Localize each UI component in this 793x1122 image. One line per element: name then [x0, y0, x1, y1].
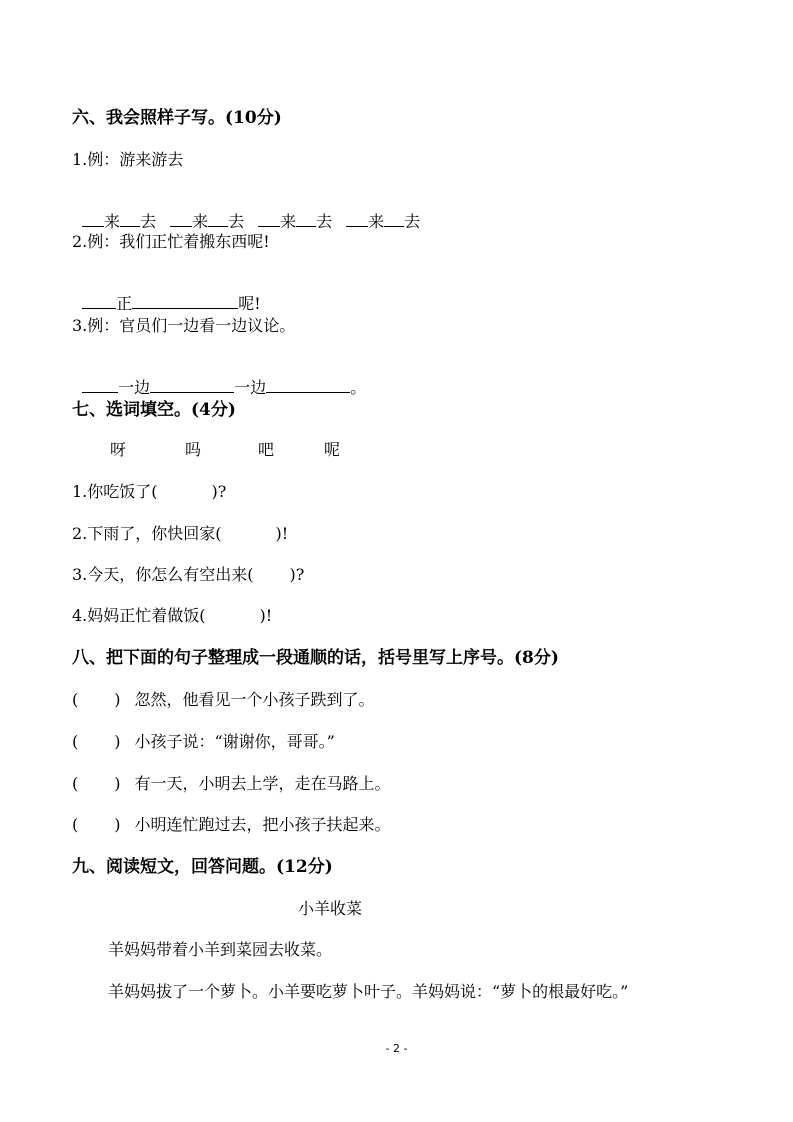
blank[interactable] — [82, 294, 116, 309]
pattern-char: 来 — [104, 212, 121, 231]
item-text: 1.你吃饭了( — [72, 482, 158, 501]
blank[interactable] — [346, 212, 368, 227]
section8-item-2 — [72, 732, 335, 752]
section8-item-4 — [72, 815, 391, 835]
item-text: )? — [211, 482, 227, 501]
section6-q2-blanks — [72, 274, 261, 314]
passage-paragraph-1: 羊妈妈带着小羊到菜园去收菜。 — [108, 940, 333, 959]
blank[interactable] — [258, 212, 280, 227]
blank[interactable] — [82, 212, 104, 227]
pattern-char: 来 — [280, 212, 297, 231]
section8-item-1 — [72, 690, 375, 710]
pattern-char: 来 — [192, 212, 209, 231]
passage-title: 小羊收菜 — [298, 899, 363, 918]
section6-q1-blanks — [72, 192, 420, 232]
close-paren: ) — [114, 774, 121, 793]
section7-item-2 — [72, 524, 288, 544]
item-text: 4.妈妈正忙着做饭( — [72, 606, 206, 625]
word-option: 呀 — [110, 440, 127, 459]
item-text: )! — [275, 524, 289, 543]
section7-item-4 — [72, 606, 272, 626]
open-paren: ( — [72, 774, 79, 793]
blank[interactable] — [208, 212, 228, 227]
section8-heading: 八、把下面的句子整理成一段通顺的话，括号里写上序号。(8分) — [72, 648, 559, 668]
pattern-char: 去 — [316, 212, 333, 231]
blank[interactable] — [384, 212, 404, 227]
item-text: )! — [259, 606, 273, 625]
pattern-char: 来 — [368, 212, 385, 231]
section6-q1-example: 1.例：游来游去 — [72, 150, 184, 169]
blank[interactable] — [82, 378, 118, 393]
pattern-char: 一边 — [234, 378, 267, 397]
section7-item-1 — [72, 482, 226, 502]
page-number: - 2 - — [385, 1042, 408, 1055]
sentence-text: 有一天，小明去上学，走在马路上。 — [134, 774, 391, 793]
passage-paragraph-2: 羊妈妈拔了一个萝卜。小羊要吃萝卜叶子。羊妈妈说：“萝卜的根最好吃。” — [108, 982, 629, 1001]
open-paren: ( — [72, 732, 79, 751]
pattern-char: 去 — [404, 212, 421, 231]
open-paren: ( — [72, 815, 79, 834]
sentence-text: 小明连忙跑过去，把小孩子扶起来。 — [134, 815, 391, 834]
close-paren: ) — [114, 732, 121, 751]
item-text: )? — [289, 565, 305, 584]
word-option: 呢 — [324, 440, 341, 459]
section6-q3-example: 3.例：官员们一边看一边议论。 — [72, 316, 296, 335]
section6-heading: 六、我会照样子写。(10分) — [72, 108, 282, 128]
item-text: 3.今天，你怎么有空出来( — [72, 565, 254, 584]
section9-heading: 九、阅读短文，回答问题。(12分) — [72, 857, 333, 877]
section7-heading: 七、选词填空。(4分) — [72, 400, 236, 420]
word-option: 吗 — [185, 440, 202, 459]
blank[interactable] — [296, 212, 316, 227]
section6-q2-example: 2.例：我们正忙着搬东西呢! — [72, 232, 270, 251]
sentence-text: 小孩子说：“谢谢你，哥哥。” — [134, 732, 335, 751]
blank[interactable] — [170, 212, 192, 227]
pattern-char: 一边 — [118, 378, 151, 397]
close-paren: ) — [114, 815, 121, 834]
blank[interactable] — [132, 294, 238, 309]
open-paren: ( — [72, 690, 79, 709]
section6-q3-blanks — [72, 358, 366, 398]
pattern-char: 呢! — [238, 294, 261, 313]
close-paren: ) — [114, 690, 121, 709]
word-option: 吧 — [258, 440, 275, 459]
sentence-text: 忽然，他看见一个小孩子跌到了。 — [134, 690, 375, 709]
pattern-char: 去 — [140, 212, 157, 231]
blank[interactable] — [120, 212, 140, 227]
section7-item-3 — [72, 565, 304, 585]
pattern-char: 。 — [350, 378, 367, 397]
blank[interactable] — [150, 378, 234, 393]
section8-item-3 — [72, 774, 391, 794]
pattern-char: 正 — [116, 294, 133, 313]
item-text: 2.下雨了，你快回家( — [72, 524, 222, 543]
pattern-char: 去 — [228, 212, 245, 231]
blank[interactable] — [266, 378, 350, 393]
